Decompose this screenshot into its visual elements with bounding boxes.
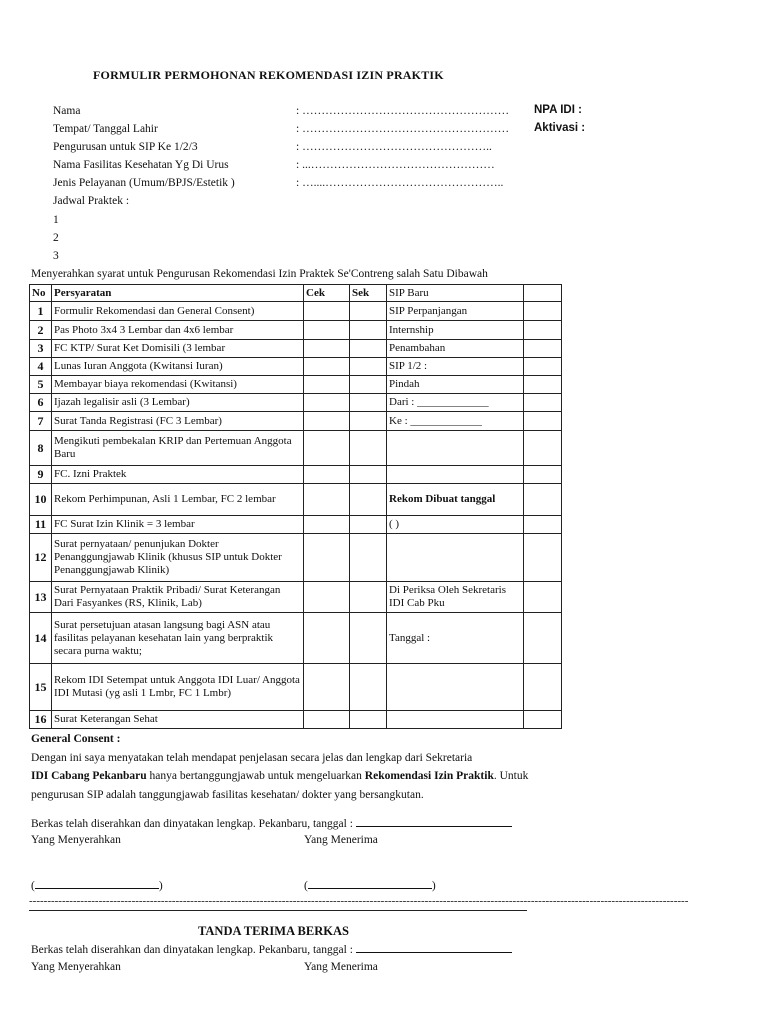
sip-option: Di Periksa Oleh Sekretaris IDI Cab Pku bbox=[387, 582, 524, 613]
check-cell[interactable] bbox=[524, 394, 562, 412]
giver-label: Yang Menyerahkan bbox=[31, 834, 121, 846]
date-line[interactable] bbox=[356, 816, 512, 827]
sip-option: SIP 1/2 : bbox=[387, 358, 524, 376]
cek-checkbox[interactable] bbox=[304, 358, 350, 376]
requirement-text: Surat Keterangan Sehat bbox=[52, 711, 304, 729]
sek-checkbox[interactable] bbox=[350, 321, 387, 340]
cek-checkbox[interactable] bbox=[304, 613, 350, 664]
header-sip-baru: SIP Baru bbox=[387, 285, 524, 302]
requirement-text: Formulir Rekomendasi dan General Consent) bbox=[52, 302, 304, 321]
field-value-fasilitas: : ...………………………………………… bbox=[296, 159, 495, 171]
sip-option bbox=[387, 664, 524, 711]
field-label-jadwal: Jadwal Praktek : bbox=[53, 195, 130, 207]
consent-end-text: . Untuk bbox=[493, 770, 529, 782]
header-persyaratan: Persyaratan bbox=[52, 285, 304, 302]
check-cell[interactable] bbox=[524, 321, 562, 340]
requirement-text: FC KTP/ Surat Ket Domisili (3 lembar bbox=[52, 340, 304, 358]
check-cell[interactable] bbox=[524, 466, 562, 484]
rekomendasi-text: Rekomendasi Izin Praktik bbox=[364, 770, 494, 782]
sek-checkbox[interactable] bbox=[350, 516, 387, 534]
sek-checkbox[interactable] bbox=[350, 534, 387, 582]
table-row bbox=[30, 484, 562, 516]
check-cell[interactable] bbox=[524, 484, 562, 516]
sip-option: Dari : _____________ bbox=[387, 394, 524, 412]
table-row bbox=[30, 412, 562, 431]
requirement-text: Rekom IDI Setempat untuk Anggota IDI Luar/ Anggota IDI Mutasi (yg asli 1 Lmbr, FC 1 Lmbr) bbox=[52, 664, 304, 711]
table-row bbox=[30, 340, 562, 358]
general-consent-line2 bbox=[31, 770, 528, 782]
sip-option: Pindah bbox=[387, 376, 524, 394]
row-number: 9 bbox=[30, 466, 52, 484]
receipt-statement-text: Berkas telah diserahkan dan dinyatakan lengkap. Pekanbaru, tanggal : bbox=[31, 944, 353, 956]
check-cell[interactable] bbox=[524, 613, 562, 664]
intro-text: Menyerahkan syarat untuk Pengurusan Rekomendasi Izin Praktek Se'Contreng salah Satu Dibawah bbox=[31, 268, 488, 280]
cek-checkbox[interactable] bbox=[304, 321, 350, 340]
cek-checkbox[interactable] bbox=[304, 534, 350, 582]
table-row bbox=[30, 302, 562, 321]
check-cell[interactable] bbox=[524, 711, 562, 729]
sek-checkbox[interactable] bbox=[350, 466, 387, 484]
check-cell[interactable] bbox=[524, 302, 562, 321]
table-row bbox=[30, 394, 562, 412]
sek-checkbox[interactable] bbox=[350, 340, 387, 358]
requirements-table bbox=[29, 284, 562, 729]
table-row bbox=[30, 321, 562, 340]
table-header-row bbox=[30, 285, 562, 302]
cek-checkbox[interactable] bbox=[304, 664, 350, 711]
requirement-text: Surat pernyataan/ penunjukan Dokter Penanggungjawab Klinik (khusus SIP untuk Dokter Penanggungjawab Klinik) bbox=[52, 534, 304, 582]
row-number: 15 bbox=[30, 664, 52, 711]
divider-line bbox=[29, 910, 527, 911]
cek-checkbox[interactable] bbox=[304, 302, 350, 321]
sip-option: Penambahan bbox=[387, 340, 524, 358]
row-number: 4 bbox=[30, 358, 52, 376]
requirement-text: Surat Pernyataan Praktik Pribadi/ Surat Keterangan Dari Fasyankes (RS, Klinik, Lab) bbox=[52, 582, 304, 613]
row-number: 5 bbox=[30, 376, 52, 394]
general-consent-line1: Dengan ini saya menyatakan telah mendapat penjelasan secara jelas dan lengkap dari Sekretaria bbox=[31, 752, 473, 764]
field-label-pelayanan: Jenis Pelayanan (Umum/BPJS/Estetik ) bbox=[53, 177, 235, 189]
cek-checkbox[interactable] bbox=[304, 466, 350, 484]
sip-option: Internship bbox=[387, 321, 524, 340]
consent-mid-text: hanya bertanggungjawab untuk mengeluarkan bbox=[146, 770, 365, 782]
sip-option: ( ) bbox=[387, 516, 524, 534]
requirement-text: FC Surat Izin Klinik = 3 lembar bbox=[52, 516, 304, 534]
schedule-item-2: 2 bbox=[53, 232, 59, 244]
receiver-label: Yang Menerima bbox=[304, 834, 378, 846]
requirement-text: Surat persetujuan atasan langsung bagi ASN atau fasilitas pelayanan kesehatan lain yang berpraktik secara purna waktu; bbox=[52, 613, 304, 664]
check-cell[interactable] bbox=[524, 582, 562, 613]
field-value-ttl: : ……………………………………………… bbox=[296, 123, 510, 135]
sip-option: Ke : _____________ bbox=[387, 412, 524, 431]
table-row bbox=[30, 431, 562, 466]
table-row bbox=[30, 582, 562, 613]
row-number: 6 bbox=[30, 394, 52, 412]
sek-checkbox[interactable] bbox=[350, 711, 387, 729]
table-row bbox=[30, 664, 562, 711]
sip-option: SIP Perpanjangan bbox=[387, 302, 524, 321]
field-label-fasilitas: Nama Fasilitas Kesehatan Yg Di Urus bbox=[53, 159, 229, 171]
field-value-pelayanan: : …....……………………………………….. bbox=[296, 177, 504, 189]
sek-checkbox[interactable] bbox=[350, 431, 387, 466]
table-row bbox=[30, 466, 562, 484]
receipt-title: TANDA TERIMA BERKAS bbox=[198, 924, 349, 938]
check-cell[interactable] bbox=[524, 516, 562, 534]
field-label-ttl: Tempat/ Tanggal Lahir bbox=[53, 123, 158, 135]
submission-statement-text: Berkas telah diserahkan dan dinyatakan lengkap. Pekanbaru, tanggal : bbox=[31, 818, 353, 830]
sek-checkbox[interactable] bbox=[350, 484, 387, 516]
giver-signature[interactable] bbox=[31, 878, 163, 892]
date-line[interactable] bbox=[356, 942, 512, 953]
schedule-item-3: 3 bbox=[53, 250, 59, 262]
form-title: FORMULIR PERMOHONAN REKOMENDASI IZIN PRAKTIK bbox=[93, 68, 444, 82]
aktivasi-label: Aktivasi : bbox=[534, 122, 586, 134]
cek-checkbox[interactable] bbox=[304, 376, 350, 394]
cek-checkbox[interactable] bbox=[304, 431, 350, 466]
table-row bbox=[30, 516, 562, 534]
sip-option: Rekom Dibuat tanggal bbox=[387, 484, 524, 516]
requirement-text: Membayar biaya rekomendasi (Kwitansi) bbox=[52, 376, 304, 394]
row-number: 1 bbox=[30, 302, 52, 321]
row-number: 11 bbox=[30, 516, 52, 534]
idi-cabang-text: IDI Cabang Pekanbaru bbox=[31, 770, 147, 782]
requirement-text: Ijazah legalisir asli (3 Lembar) bbox=[52, 394, 304, 412]
row-number: 12 bbox=[30, 534, 52, 582]
header-cek: Cek bbox=[304, 285, 350, 302]
sign-open: ( bbox=[31, 880, 35, 892]
sip-option bbox=[387, 711, 524, 729]
field-label-sip: Pengurusan untuk SIP Ke 1/2/3 bbox=[53, 141, 198, 153]
field-value-sip: : ………………………………………….. bbox=[296, 141, 492, 153]
check-cell[interactable] bbox=[524, 534, 562, 582]
check-cell[interactable] bbox=[524, 358, 562, 376]
check-cell[interactable] bbox=[524, 340, 562, 358]
sip-option bbox=[387, 431, 524, 466]
row-number: 10 bbox=[30, 484, 52, 516]
cek-checkbox[interactable] bbox=[304, 516, 350, 534]
row-number: 8 bbox=[30, 431, 52, 466]
field-value-nama: : ……………………………………………… bbox=[296, 105, 510, 117]
sip-option bbox=[387, 534, 524, 582]
row-number: 13 bbox=[30, 582, 52, 613]
requirement-text: Mengikuti pembekalan KRIP dan Pertemuan Anggota Baru bbox=[52, 431, 304, 466]
cut-line-1: ------------------------------------------------------------------------------------------------------------------------------------------------------------------------------------ bbox=[29, 895, 689, 907]
table-row bbox=[30, 358, 562, 376]
sign-close: ) bbox=[158, 880, 163, 892]
sek-checkbox[interactable] bbox=[350, 358, 387, 376]
npa-idi-label: NPA IDI : bbox=[534, 104, 582, 116]
receipt-statement bbox=[31, 942, 512, 956]
general-consent-heading: General Consent : bbox=[31, 733, 121, 745]
row-number: 3 bbox=[30, 340, 52, 358]
sek-checkbox[interactable] bbox=[350, 302, 387, 321]
submission-statement bbox=[31, 816, 512, 830]
requirement-text: Pas Photo 3x4 3 Lembar dan 4x6 lembar bbox=[52, 321, 304, 340]
general-consent-line3: pengurusan SIP adalah tanggungjawab fasilitas kesehatan/ dokter yang bersangkutan. bbox=[31, 789, 424, 801]
requirement-text: Lunas Iuran Anggota (Kwitansi Iuran) bbox=[52, 358, 304, 376]
sign-close: ) bbox=[431, 880, 436, 892]
check-cell[interactable] bbox=[524, 664, 562, 711]
schedule-item-1: 1 bbox=[53, 214, 59, 226]
table-row bbox=[30, 376, 562, 394]
header-sek: Sek bbox=[350, 285, 387, 302]
sek-checkbox[interactable] bbox=[350, 394, 387, 412]
requirement-text: Rekom Perhimpunan, Asli 1 Lembar, FC 2 lembar bbox=[52, 484, 304, 516]
row-number: 14 bbox=[30, 613, 52, 664]
cek-checkbox[interactable] bbox=[304, 412, 350, 431]
sek-checkbox[interactable] bbox=[350, 376, 387, 394]
sek-checkbox[interactable] bbox=[350, 582, 387, 613]
row-number: 7 bbox=[30, 412, 52, 431]
field-label-nama: Nama bbox=[53, 105, 81, 117]
table-row bbox=[30, 613, 562, 664]
signature-line bbox=[308, 878, 432, 889]
check-cell[interactable] bbox=[524, 412, 562, 431]
table-row bbox=[30, 534, 562, 582]
cek-checkbox[interactable] bbox=[304, 484, 350, 516]
check-cell[interactable] bbox=[524, 376, 562, 394]
receipt-receiver-label: Yang Menerima bbox=[304, 961, 378, 973]
sek-checkbox[interactable] bbox=[350, 412, 387, 431]
cek-checkbox[interactable] bbox=[304, 711, 350, 729]
signature-line bbox=[35, 878, 159, 889]
header-no: No bbox=[30, 285, 52, 302]
requirement-text: FC. Izni Praktek bbox=[52, 466, 304, 484]
sek-checkbox[interactable] bbox=[350, 613, 387, 664]
sip-option: Tanggal : bbox=[387, 613, 524, 664]
receiver-signature[interactable] bbox=[304, 878, 436, 892]
sip-option bbox=[387, 466, 524, 484]
row-number: 16 bbox=[30, 711, 52, 729]
sek-checkbox[interactable] bbox=[350, 664, 387, 711]
cek-checkbox[interactable] bbox=[304, 340, 350, 358]
check-cell[interactable] bbox=[524, 285, 562, 302]
check-cell[interactable] bbox=[524, 431, 562, 466]
requirement-text: Surat Tanda Registrasi (FC 3 Lembar) bbox=[52, 412, 304, 431]
sign-open: ( bbox=[304, 880, 308, 892]
cek-checkbox[interactable] bbox=[304, 394, 350, 412]
cek-checkbox[interactable] bbox=[304, 582, 350, 613]
table-row bbox=[30, 711, 562, 729]
receipt-giver-label: Yang Menyerahkan bbox=[31, 961, 121, 973]
row-number: 2 bbox=[30, 321, 52, 340]
